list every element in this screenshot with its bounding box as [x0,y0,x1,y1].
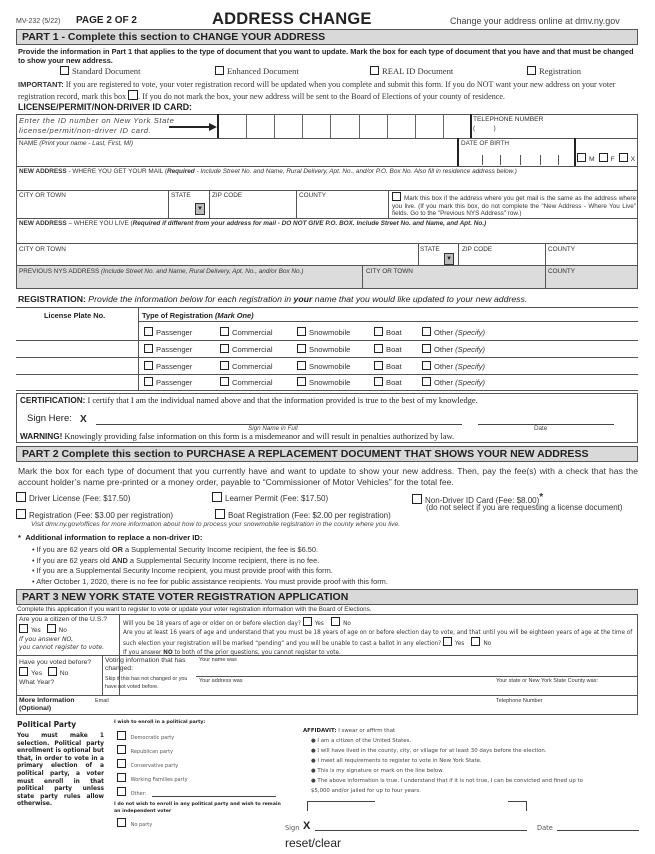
option-driver-license[interactable] [16,492,130,503]
sex-label: X [630,156,636,163]
label: No party [130,822,153,828]
part3-intro: Complete this application if you want to register to vote or update your voter registration information with the Board of Elections. [17,606,372,613]
label: No [483,641,492,647]
date-caption: Date [534,425,548,432]
label: Non-Driver ID Card (Fee: $8.00) [425,496,540,505]
label: Other [434,362,453,371]
signature-bracket-left [307,801,375,811]
label: Commercial [232,362,273,371]
affidavit-item: ● I meet all requirements to register to vote in New York State. [311,758,482,764]
signature-bracket-right [508,801,527,811]
reg-type-boat[interactable] [374,377,402,387]
affidavit [303,726,623,796]
sex-option-f[interactable] [599,156,615,163]
text: I will have lived in the county, city, or village for at least 30 days before the election. [317,748,547,754]
citizen-no[interactable] [47,627,67,634]
option-registration[interactable] [16,509,173,520]
part3-header: PART 3 NEW YORK STATE VOTER REGISTRATION APPLICATION [16,589,638,605]
hint: (Specify) [455,328,486,337]
previous-county-field[interactable]: COUNTY [548,268,575,275]
text: your [293,294,313,304]
more-info-label: More Information (Optional) [19,697,75,712]
reg-type-boat[interactable] [374,327,402,337]
voter-optout-checkbox[interactable] [128,90,138,100]
text: you cannot register to vote. [19,643,105,651]
affidavit-label: AFFIDAVIT: [303,728,337,734]
label: Registration (Fee: $3.00 per registration) [29,511,174,520]
doc-type-label: Standard Document [72,66,141,76]
text: to both of the prior questions, you cannot register to vote. [172,649,341,656]
new-mail-label: NEW ADDRESS [19,168,67,175]
telephone-parens: ( ) [473,125,496,132]
reg-type-snowmobile[interactable] [297,361,350,371]
reg-type-passenger[interactable] [144,361,192,371]
reg-type-commercial[interactable] [220,344,273,354]
warning-text [20,432,454,441]
part2-intro: Mark the box for each type of document that you currently have and want to update to show your new address. Then, pay the fee(s) with a check that has the account holder’s name pre-printed or a money order, payable to “Commissioner of Motor Vehicles” for the total fee. [18,466,638,487]
part1-intro: Provide the information in Part 1 that applies to the type of document that you want to update. Mark the box for each type of document that you have and that must be changed to show your new address. [18,47,634,65]
enroll-heading: I wish to enroll in a political party: [114,720,206,725]
text: The above information is true. I understand that if it is not true, I can be convicted and fined up to $5,000 and/or jailed for up to four years. [311,778,583,794]
new-live-address-field[interactable] [19,220,634,240]
party-democratic[interactable] [117,731,188,745]
text: I swear or affirm that [336,728,396,734]
citizen-question [19,616,119,652]
reg-type-other[interactable] [422,377,485,387]
what-year-field[interactable]: What Year? [19,679,55,686]
doc-type-label: REAL ID Document [382,66,454,76]
text: NO [163,649,173,656]
id-instruction [19,116,214,136]
sex-label: M [589,156,595,163]
label: Working Families party [130,777,188,783]
label: Boat [386,378,402,387]
mail-zip-field[interactable]: ZIP CODE [212,192,243,199]
new-live-label: NEW ADDRESS [19,220,67,227]
id-digit-box[interactable] [388,114,416,138]
doc-type-label: Registration [539,66,582,76]
affidavit-item: ● I am a citizen of the United States. [311,738,412,744]
party-republican[interactable] [117,745,188,759]
license-heading: LICENSE/PERMIT/NON-DRIVER ID CARD: [18,102,192,112]
text: Voting information that has changed: [105,657,186,672]
label: Commercial [232,378,273,387]
additional-heading [18,533,202,542]
reg-type-other[interactable] [422,344,485,354]
text: AND [111,555,128,565]
live-city-field[interactable]: CITY OR TOWN [19,246,66,253]
additional-bullets [32,545,388,587]
sex-option-x[interactable] [619,156,636,163]
party-working-families[interactable] [117,773,188,787]
id-digit-box[interactable] [247,114,275,138]
important-label: IMPORTANT: [18,80,64,89]
text: Are you a citizen of the U.S.? [19,616,108,623]
text: If you are a Supplemental Security Income recipient, you must provide proof with this form. [36,566,333,576]
label: No [343,621,351,627]
same-address-note: Mark this box if the address where you get mail is the same as the address where you live. (If you mark this box, do not complete the "New Address - Where You Live" fields. Go to the "Previous NYS Address" row.) [392,195,636,217]
voter-x-mark: X [303,820,311,832]
text: a Supplemental Security Income recipient, there is no fee. [127,555,320,565]
previous-city-field[interactable]: CITY OR TOWN [366,268,413,275]
text: This is my signature or mark on the line below. [317,768,444,774]
mail-state-field[interactable]: STATE [171,192,191,199]
text: I certify that I am the individual named above and that the information provided is true to the best of my knowledge. [85,396,478,405]
affidavit-item: ● The above information is true. I understand that if it is not true, I can be convicted and fined up to $5,000 and/or jailed for up to four years. [311,778,583,794]
party-heading: Political Party [17,720,77,729]
label: No [59,670,69,677]
certification-text [20,396,478,405]
label: Yes [31,670,43,677]
age16-yes[interactable] [443,641,464,647]
online-note: Change your address online at dmv.ny.gov [450,16,620,26]
label: Passenger [156,378,193,387]
previous-address-field[interactable] [19,268,304,275]
label: Boat [386,345,402,354]
important-note [18,79,640,102]
checkbox[interactable] [60,66,69,75]
id-digit-box[interactable] [275,114,303,138]
text: OR [111,545,123,554]
text: Skip if this has not changed or you have not voted before. [105,676,188,690]
option-boat-registration[interactable] [215,509,391,520]
reg-type-boat[interactable] [374,361,402,371]
reg-type-other[interactable] [422,361,485,371]
doc-type-standard[interactable] [60,66,141,76]
new-mail-address-field[interactable] [19,168,634,188]
label: Learner Permit (Fee: $17.50) [225,494,329,503]
reg-type-snowmobile[interactable] [297,327,350,337]
telephone-label: TELEPHONE NUMBER [473,116,544,123]
label: Republican party [130,749,173,755]
reg-type-commercial[interactable] [220,377,273,387]
id-digit-box[interactable] [416,114,444,138]
label: Other: [130,791,147,797]
important-text-2: . If you do not mark the box, your new address will be sent to the Board of Elections of your county of residence. [138,92,505,101]
hint-text: Required if different from your address for mail - DO NOT GIVE P.O. BOX. Include Street No. and Name, and Apt. No.) [132,220,487,227]
age16-no[interactable] [471,641,491,647]
sex-label: F [610,156,615,163]
live-state-field[interactable]: STATE [420,246,440,253]
label: Passenger [156,362,193,371]
label-text: – WHERE YOU LIVE ( [66,220,133,227]
nondriver-note: (do not select if you are requesting a license document) [426,503,623,512]
text: Knowingly providing false information on this form is a misdemeanor and will result in penalties authorized by law. [62,432,455,441]
label-text: - WHERE YOU GET YOUR MAIL ( [66,168,167,175]
asterisk: * [18,533,21,542]
voted-no[interactable] [48,670,69,677]
bullet-item: • If you are 62 years old AND a Supplemental Security Income recipient, there is no fee. [32,555,320,565]
sex-options [577,153,635,163]
text: If you are 62 years old [36,555,112,565]
asterisk: * [539,492,544,503]
label: Yes [314,621,324,627]
party-other-line[interactable] [152,796,276,797]
age-questions [123,617,635,657]
text: a Supplemental Security Income recipient, the fee is $6.50. [122,545,319,554]
voter-signature-line[interactable] [315,830,527,831]
registration-heading [18,294,527,304]
sign-here-label: Sign Here: [27,413,72,424]
id-digit-box[interactable] [444,114,471,138]
label: Snowmobile [309,362,351,371]
party-none[interactable] [117,818,152,828]
name-field[interactable] [19,140,454,164]
label: Democratic party [130,735,175,741]
same-address-checkbox[interactable] [392,192,401,201]
reset-clear-button[interactable]: reset/clear [285,836,342,850]
reg-type-other[interactable] [422,327,485,337]
citizen-yes[interactable] [19,627,41,634]
sign-caption: Sign Name in Full [248,425,298,432]
text: If you answer [123,649,164,656]
col-plate-header: License Plate No. [44,311,106,320]
arrowhead-icon [209,123,217,131]
reg-type-commercial[interactable] [220,361,273,371]
label: Boat [386,362,402,371]
voter-date-line[interactable] [557,830,639,831]
live-county-field[interactable]: COUNTY [548,246,575,253]
bullet-item: • If you are 62 years old OR a Supplemental Security Income recipient, the fee is $6.50. [32,545,319,554]
x-mark: X [80,414,87,425]
reg-type-snowmobile[interactable] [297,344,350,354]
text: Provide the information below for each registration in [85,294,294,304]
id-number-boxes[interactable] [219,114,471,138]
voter-sign-label: Sign [285,824,300,832]
form-code: MV-232 (5/22) [16,18,61,25]
label: Other [434,345,453,354]
doc-type-realid[interactable] [370,66,453,76]
bullet-item: • If you are a Supplemental Security Income recipient, you must provide proof with this form. [32,566,333,576]
label: Boat [386,328,402,337]
voting-changed-label [105,657,195,691]
party-other[interactable] [117,787,188,801]
hint: (Specify) [455,362,486,371]
required-label: Required [166,168,195,175]
id-instruction-text: Enter the ID number on New York State license/permit/non-driver ID card. [19,116,175,135]
checkbox[interactable] [527,66,536,75]
county-was-field[interactable]: Your state or New York State County was: [496,678,598,684]
text: Will you be 18 years of age or older on or before election day? [123,621,301,627]
live-state-dropdown[interactable]: ▼ [444,253,454,265]
label: Other [434,328,453,337]
name-was-field[interactable]: Your name was [199,657,237,663]
text: If you answer NO, [19,635,74,643]
doc-type-enhanced[interactable] [215,66,299,76]
text: Type of Registration [142,311,213,320]
party-instructions: You must make 1 selection. Political party enrollment is optional but that, in order to vote in a primary election of a political party, a voter must enroll in that political party unless state party rules allow otherwise. [17,733,104,808]
label: Commercial [232,345,273,354]
label: No [58,627,67,635]
warning-label: WARNING! [20,432,63,441]
doc-type-label: Enhanced Document [227,66,299,76]
mail-county-field[interactable]: COUNTY [299,192,326,199]
text: I am a citizen of the United States. [317,738,412,744]
no-enroll-text: I do not wish to enroll in any political party and wish to remain an independent voter [114,802,281,814]
checkbox[interactable] [215,66,224,75]
dob-field[interactable] [461,140,571,164]
label: Snowmobile [309,328,351,337]
telephone-voter-field[interactable]: Telephone Number [496,698,543,704]
snowmobile-note: Visit dmv.ny.gov/offices for more information about how to process your snowmobile registration in the county where you live. [31,521,401,528]
address-was-field[interactable]: Your address was [199,678,243,684]
label: Snowmobile [309,378,351,387]
part2-header: PART 2 Complete this section to PURCHASE A REPLACEMENT DOCUMENT THAT SHOWS YOUR NEW ADDRESS [16,446,638,462]
text: Are you at least 16 years of age and understand that you must be 18 years of age on or before election day to vote, and that until you will be eighteen years of age at the time of such election your registration will be marked “pending” and you will be unable to cast a ballot in any election? [123,629,633,647]
doc-type-row [60,66,620,78]
label: Passenger [156,345,193,354]
hint: (Specify) [455,378,486,387]
label: Yes [31,627,41,635]
telephone-field[interactable] [473,116,636,137]
part1-header: PART 1 - Complete this section to CHANGE YOUR ADDRESS [16,29,638,45]
hint: (Specify) [455,345,486,354]
label: Other [434,378,453,387]
checkbox[interactable] [370,66,379,75]
previous-hint: (Include Street No. and Name, Rural Delivery, Apt. No., and/or Box No.) [99,268,304,275]
reg-type-passenger[interactable] [144,377,192,387]
text: After October 1, 2020, there is no fee for public assistance recipients. You must provide proof with this form. [36,576,388,586]
text: Have you voted before? [19,659,92,666]
label: Commercial [232,328,273,337]
voted-yes[interactable] [19,670,42,677]
party-options [117,731,188,801]
label: Passenger [156,328,193,337]
text: I meet all requirements to register to vote in New York State. [317,758,482,764]
mail-state-dropdown[interactable]: ▼ [195,203,205,215]
voted-before-question [19,658,101,687]
arrow-right-icon [169,126,213,128]
hint-text: - Include Street No. and Name, Rural Delivery, Apt. No., and/or P.O. Box No. Also fill in residence address below.) [194,168,517,175]
name-label: NAME [19,140,38,147]
same-address-option[interactable] [392,192,636,218]
reg-type-passenger[interactable] [144,344,192,354]
label: Yes [455,641,465,647]
option-learner-permit[interactable] [212,492,328,503]
text: name that you would like updated to your new address. [312,294,528,304]
bullet-item: • After October 1, 2020, there is no fee for public assistance recipients. You must provide proof with this form. [32,576,388,586]
label: Boat Registration (Fee: $2.00 per registration) [228,511,391,520]
party-conservative[interactable] [117,759,188,773]
reg-type-snowmobile[interactable] [297,377,350,387]
registration-label: REGISTRATION: [18,294,86,304]
mail-city-field[interactable]: CITY OR TOWN [19,192,66,199]
previous-label: PREVIOUS NYS ADDRESS [19,268,100,275]
doc-type-registration[interactable] [527,66,581,76]
id-digit-box[interactable] [219,114,247,138]
page-indicator: PAGE 2 OF 2 [76,15,137,26]
text: (Mark One) [212,311,254,320]
reg-type-commercial[interactable] [220,327,273,337]
live-zip-field[interactable]: ZIP CODE [462,246,493,253]
id-digit-box[interactable] [331,114,359,138]
label: Driver License (Fee: $17.50) [29,494,131,503]
age18-yes[interactable] [303,621,324,627]
certification-label: CERTIFICATION: [20,396,86,405]
label: Conservative party [130,763,179,769]
text: Additional information to replace a non-driver ID: [25,533,203,542]
name-hint: (Print your name - Last, First, MI) [39,140,133,147]
voter-date-label: Date [537,824,553,832]
label: Snowmobile [309,345,351,354]
id-digit-box[interactable] [303,114,331,138]
age18-no[interactable] [331,621,351,627]
affidavit-item: ● This is my signature or mark on the line below. [311,768,444,774]
reg-type-boat[interactable] [374,344,402,354]
form-title: ADDRESS CHANGE [212,10,372,28]
important-text: If you are registered to vote, your voter registration record will be updated when you complete and submit this form. If you do NOT want your new address on your voter registration record, mark this box [18,80,616,101]
reg-type-passenger[interactable] [144,327,192,337]
id-digit-box[interactable] [360,114,388,138]
email-field[interactable]: Email [95,698,109,704]
col-type-header [142,311,254,320]
sex-option-m[interactable] [577,156,595,163]
text: If you are 62 years old [36,545,112,554]
affidavit-item: ● I will have lived in the county, city, or village for at least 30 days before the election. [311,748,547,754]
dob-label: DATE OF BIRTH [461,140,510,147]
